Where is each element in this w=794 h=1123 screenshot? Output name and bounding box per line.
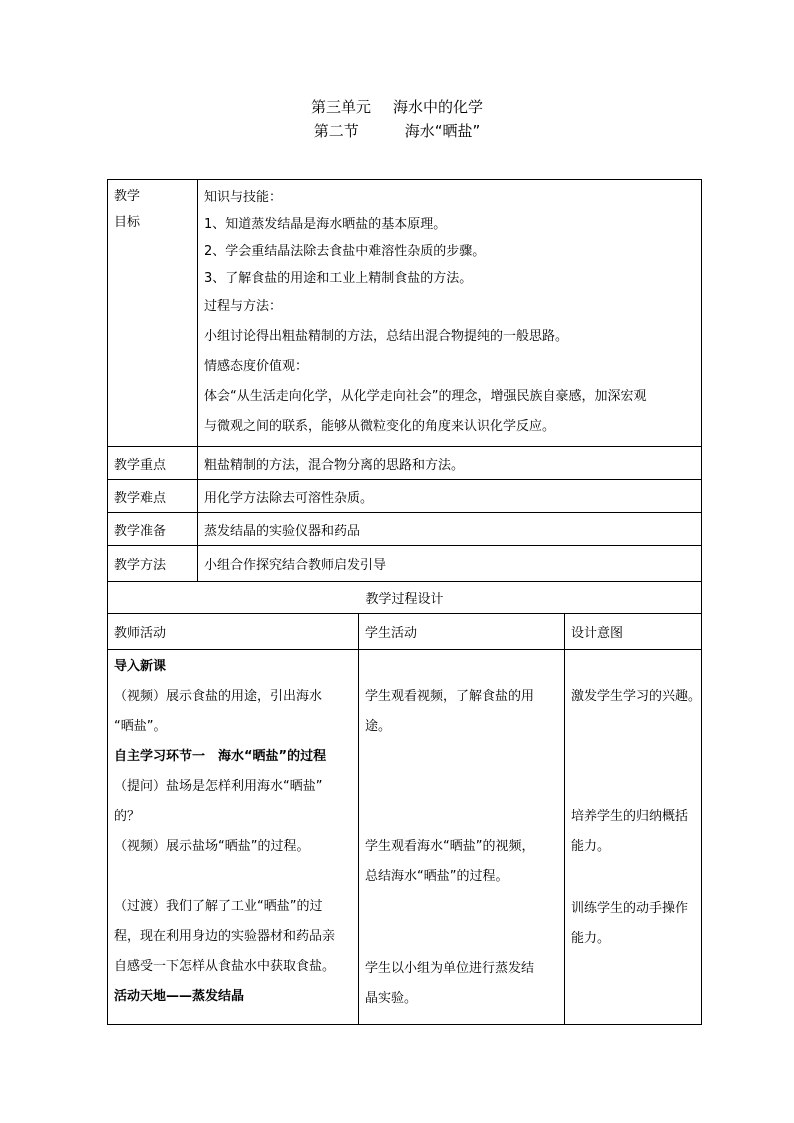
section-number: 第二节 [313, 122, 359, 140]
section-title [0, 120, 794, 141]
objective-line: 3、了解食盐的用途和工业上精制食盐的方法。 [204, 271, 473, 286]
teacher-line: 的？ [114, 809, 141, 824]
objective-line: 情感态度价值观： [204, 359, 309, 374]
design-intents [565, 650, 702, 1025]
info-row [108, 447, 702, 480]
objective-line: 2、学会重结晶法除去食盐中难溶性杂质的步骤。 [204, 244, 486, 259]
teacher-line: （过渡）我们了解了工业“晒盐”的过 [114, 899, 323, 914]
objective-line: 知识与技能： [204, 190, 283, 205]
teacher-line: 自主学习环节一 海水“晒盐”的过程 [114, 749, 327, 764]
objective-line: 与微观之间的联系，能够从微粒变化的角度来认识化学反应。 [204, 419, 556, 434]
teacher-line: 程，现在利用身边的实验器材和药品亲 [114, 929, 336, 944]
objectives-content [198, 180, 702, 447]
header-teacher: 教师活动 [108, 614, 359, 650]
student-line: 晶实验。 [365, 991, 418, 1006]
teacher-line: （提问）盐场是怎样利用海水“晒盐” [114, 779, 323, 794]
student-line: 途。 [365, 719, 392, 734]
info-row [108, 480, 702, 513]
objective-line: 1、知道蒸发结晶是海水晒盐的基本原理。 [204, 217, 447, 232]
objective-line: 过程与方法： [204, 299, 283, 314]
info-value: 粗盐精制的方法，混合物分离的思路和方法。 [198, 447, 702, 480]
process-header-row [108, 614, 702, 650]
objective-line: 小组讨论得出粗盐精制的方法，总结出混合物提纯的一般思路。 [204, 329, 569, 344]
info-label: 教学重点 [108, 447, 198, 480]
unit-name: 海水中的化学 [393, 98, 484, 116]
student-line: 学生观看海水“晒盐”的视频， [365, 839, 535, 854]
student-line: 总结海水“晒盐”的过程。 [365, 869, 509, 884]
teacher-line: （视频）展示盐场“晒盐”的过程。 [114, 839, 310, 854]
teacher-line: 导入新课 [114, 659, 167, 674]
objective-line: 体会“从生活走向化学，从化学走向社会”的理念，增强民族自豪感，加深宏观 [204, 389, 647, 404]
unit-number: 第三单元 [310, 98, 371, 116]
objectives-label: 教学 目标 [108, 180, 198, 447]
process-title-row [108, 582, 702, 614]
intent-line: 激发学生学习的兴趣。 [571, 689, 702, 704]
header-intent: 设计意图 [565, 614, 702, 650]
student-activities [359, 650, 565, 1025]
teacher-line: 自感受一下怎样从食盐水中获取食盐。 [114, 959, 336, 974]
info-row [108, 546, 702, 582]
process-body-row [108, 650, 702, 1025]
student-line: 学生观看视频，了解食盐的用 [365, 689, 535, 704]
info-label: 教学准备 [108, 513, 198, 546]
intent-line: 训练学生的动手操作 [571, 901, 689, 916]
info-value: 用化学方法除去可溶性杂质。 [198, 480, 702, 513]
student-line: 学生以小组为单位进行蒸发结 [365, 961, 535, 976]
lesson-plan-table [107, 179, 702, 1025]
teacher-activities [108, 650, 359, 1025]
info-label: 教学方法 [108, 546, 198, 582]
unit-title [0, 96, 794, 117]
info-row [108, 513, 702, 546]
info-value: 小组合作探究结合教师启发引导 [198, 546, 702, 582]
teacher-line: （视频）展示食盐的用途，引出海水 [114, 689, 323, 704]
teacher-line: 活动天地——蒸发结晶 [114, 989, 245, 1004]
objectives-row [108, 180, 702, 447]
info-label: 教学难点 [108, 480, 198, 513]
section-name: 海水“晒盐” [404, 122, 481, 140]
intent-line: 能力。 [571, 931, 611, 946]
process-title: 教学过程设计 [108, 582, 702, 614]
intent-line: 培养学生的归纳概括 [571, 809, 689, 824]
teacher-line: “晒盐”。 [114, 719, 167, 734]
header-student: 学生活动 [359, 614, 565, 650]
info-value: 蒸发结晶的实验仪器和药品 [198, 513, 702, 546]
intent-line: 能力。 [571, 839, 611, 854]
